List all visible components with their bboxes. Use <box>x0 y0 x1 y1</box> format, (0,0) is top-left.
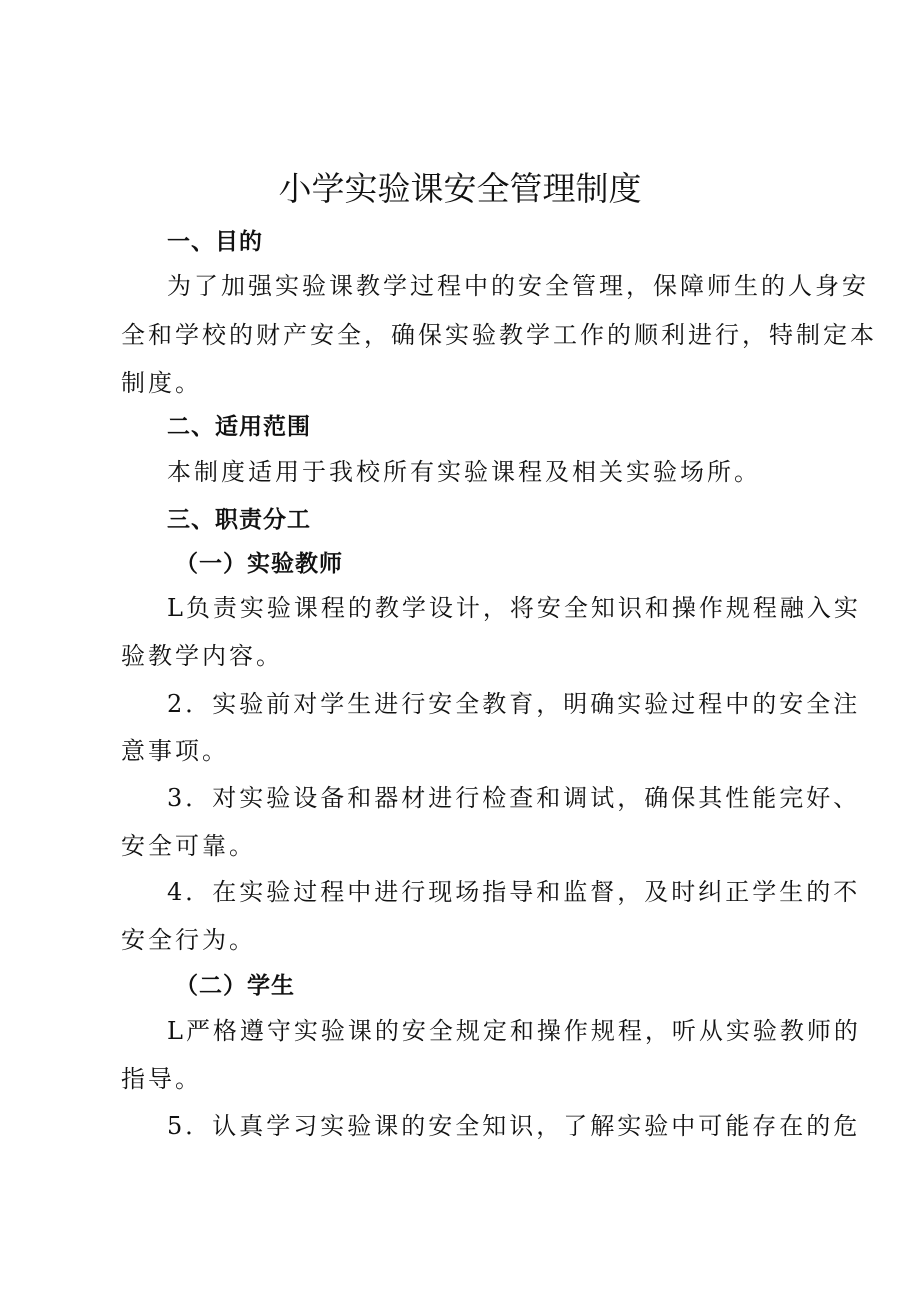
subsection-heading-student: （二）学生 <box>175 973 295 999</box>
subsection-heading-teacher: （一）实验教师 <box>175 551 343 577</box>
paragraph-line: 本制度适用于我校所有实验课程及相关实验场所。 <box>167 458 761 486</box>
list-item-line: L严格遵守实验课的安全规定和操作规程，听从实验教师的 <box>167 1017 861 1045</box>
paragraph-line: 全和学校的财产安全，确保实验教学工作的顺利进行，特制定本 <box>121 321 877 349</box>
list-item-line: 指导。 <box>121 1065 202 1093</box>
paragraph-line: 为了加强实验课教学过程中的安全管理，保障师生的人身安 <box>167 272 869 300</box>
list-item-line: 4．在实验过程中进行现场指导和监督，及时纠正学生的不 <box>167 878 861 906</box>
paragraph-line: 制度。 <box>121 369 202 397</box>
document-title: 小学实验课安全管理制度 <box>278 169 642 208</box>
list-item-line: 3．对实验设备和器材进行检查和调试，确保其性能完好、 <box>167 784 861 812</box>
list-item-line: 5．认真学习实验课的安全知识，了解实验中可能存在的危 <box>167 1112 861 1140</box>
section-heading-purpose: 一、目的 <box>167 229 263 255</box>
list-item-line: 验教学内容。 <box>121 642 283 670</box>
list-item-line: 意事项。 <box>121 737 229 765</box>
list-item-line: 安全行为。 <box>121 926 256 954</box>
list-item-line: 2．实验前对学生进行安全教育，明确实验过程中的安全注 <box>167 690 861 718</box>
section-heading-scope: 二、适用范围 <box>167 414 311 440</box>
list-item-line: L负责实验课程的教学设计，将安全知识和操作规程融入实 <box>167 594 861 622</box>
section-heading-duties: 三、职责分工 <box>167 507 311 533</box>
list-item-line: 安全可靠。 <box>121 832 256 860</box>
